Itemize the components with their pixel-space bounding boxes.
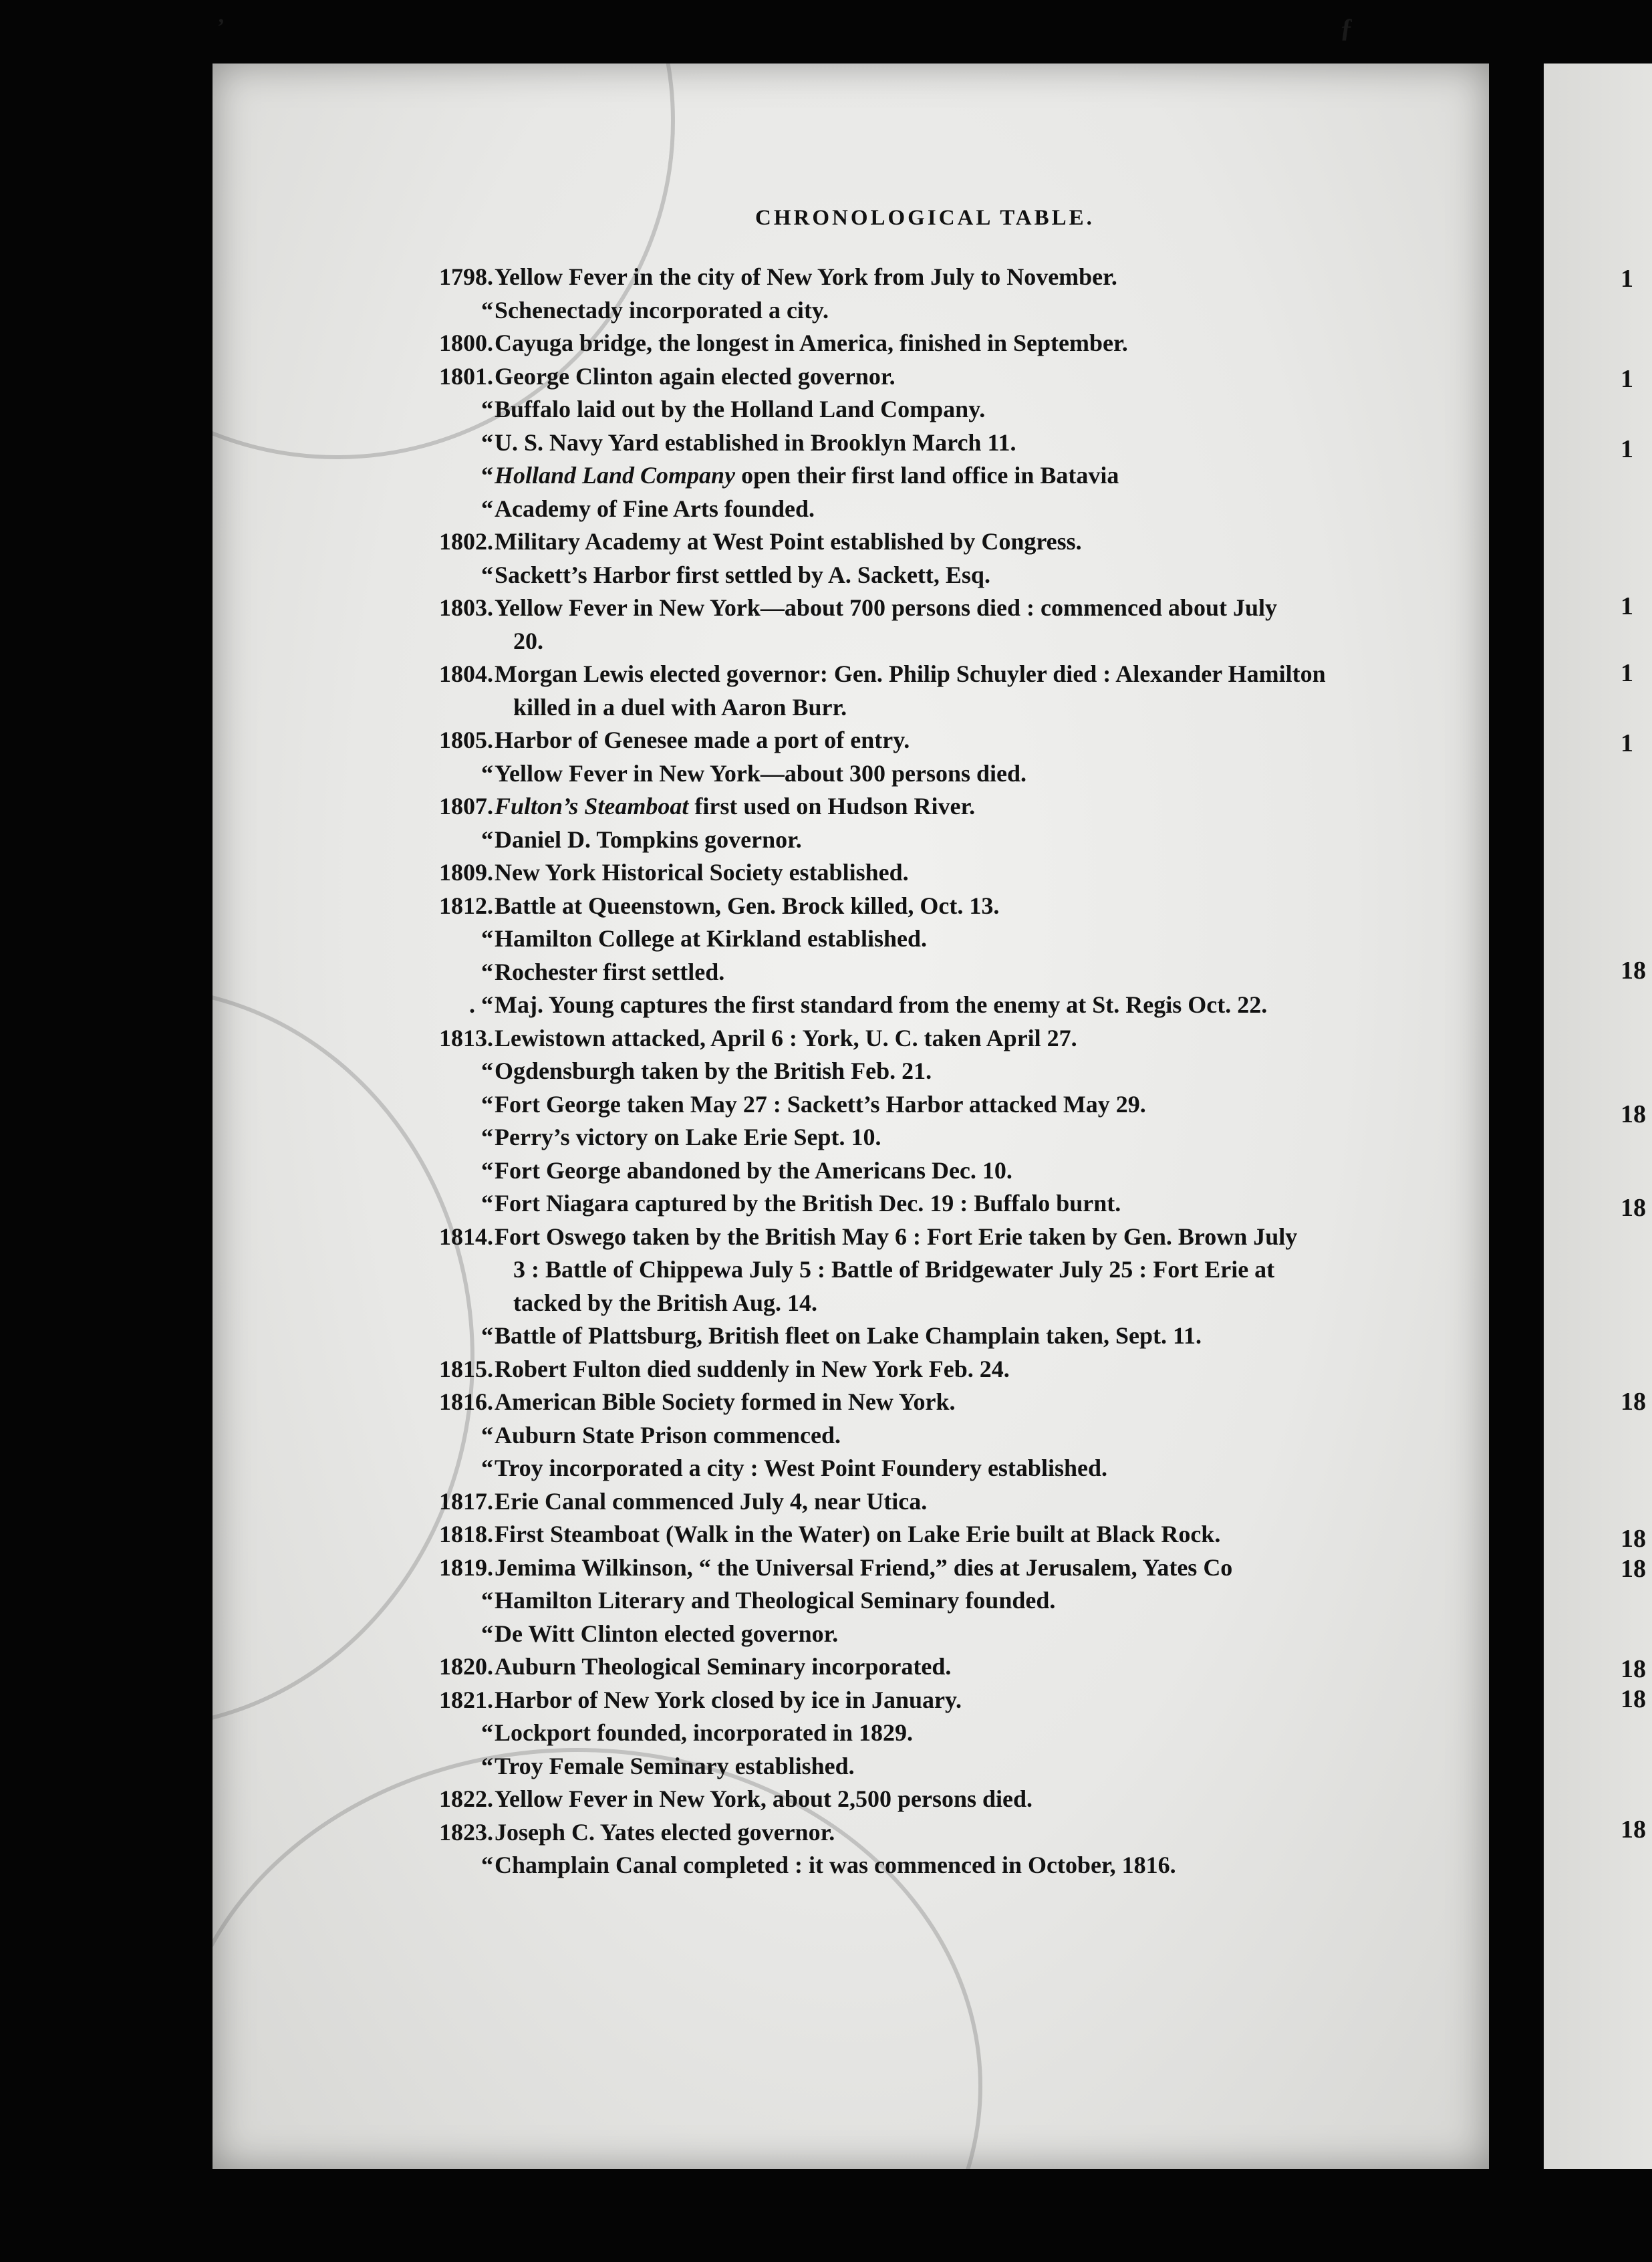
adjacent-year-fragment: 18 bbox=[1621, 1194, 1646, 1222]
entry-main-text: Champlain Canal completed : it was commenced in October, 1816. bbox=[495, 1852, 1176, 1878]
chronology-entry bbox=[414, 1419, 1403, 1453]
entry-year: “ bbox=[481, 826, 493, 853]
entry-main-text: Hamilton Literary and Theological Seminary founded. bbox=[495, 1587, 1056, 1614]
entry-year: 1821. bbox=[439, 1686, 493, 1713]
chronology-entry bbox=[414, 493, 1403, 526]
entry-text bbox=[495, 1750, 1403, 1783]
entry-text bbox=[495, 1154, 1403, 1188]
entry-year: “ bbox=[481, 1852, 493, 1878]
entry-text bbox=[495, 1088, 1403, 1122]
chronology-entry bbox=[414, 1650, 1403, 1684]
chronology-entry bbox=[414, 1849, 1403, 1882]
entry-text bbox=[495, 1518, 1403, 1551]
entry-main-text: Buffalo laid out by the Holland Land Company. bbox=[495, 396, 986, 422]
entry-year: “ bbox=[481, 396, 493, 422]
entry-year: “ bbox=[481, 296, 493, 324]
entry-year: “ bbox=[481, 759, 493, 787]
entry-main-text: American Bible Society formed in New York. bbox=[495, 1388, 956, 1415]
entry-text bbox=[495, 261, 1403, 294]
entry-year: “ bbox=[481, 1719, 493, 1746]
entry-main-text: Lockport founded, incorporated in 1829. bbox=[495, 1719, 914, 1746]
chronology-entry bbox=[414, 360, 1403, 394]
chronology-entry bbox=[414, 1320, 1403, 1353]
chronology-entry bbox=[414, 1121, 1403, 1154]
chronology-list bbox=[414, 261, 1403, 1882]
entry-main-text: Ogdensburgh taken by the British Feb. 21. bbox=[495, 1057, 932, 1084]
entry-year: 1805. bbox=[439, 727, 493, 753]
chronology-entry bbox=[414, 1022, 1403, 1055]
adjacent-year-fragment: 1 bbox=[1621, 265, 1633, 293]
entry-main-text: Troy Female Seminary established. bbox=[495, 1752, 855, 1779]
entry-continuation: killed in a duel with Aaron Burr. bbox=[513, 693, 847, 721]
entry-text bbox=[495, 493, 1403, 526]
adjacent-year-fragment: 18 bbox=[1621, 1655, 1646, 1683]
entry-main-text: Yellow Fever in New York, about 2,500 persons died. bbox=[495, 1785, 1033, 1812]
chronology-entry bbox=[414, 525, 1403, 559]
entry-text bbox=[495, 1584, 1403, 1618]
entry-main-text: Yellow Fever in New York—about 700 persons died : commenced about July bbox=[495, 594, 1277, 621]
chronology-entry bbox=[414, 1221, 1403, 1320]
entry-text bbox=[495, 1452, 1403, 1485]
adjacent-year-fragment: 18 bbox=[1621, 1815, 1646, 1844]
entry-main-text: De Witt Clinton elected governor. bbox=[495, 1620, 839, 1647]
entry-text bbox=[495, 922, 1403, 956]
entry-year: “ bbox=[481, 1124, 493, 1150]
entry-year: 1818. bbox=[439, 1521, 493, 1547]
entry-text bbox=[495, 989, 1403, 1022]
entry-text bbox=[495, 327, 1403, 360]
chronology-entry bbox=[414, 1055, 1403, 1088]
entry-text bbox=[495, 592, 1403, 658]
entry-year: 1803. bbox=[439, 594, 493, 621]
entry-text bbox=[495, 1650, 1403, 1684]
adjacent-year-fragment: 18 bbox=[1621, 1525, 1646, 1553]
chronology-entry bbox=[414, 1485, 1403, 1519]
entry-year: 1817. bbox=[439, 1487, 493, 1515]
entry-text bbox=[495, 525, 1403, 559]
chronology-entry bbox=[414, 1684, 1403, 1717]
entry-year: 1807. bbox=[439, 793, 493, 820]
adjacent-year-fragment: 1 bbox=[1621, 365, 1633, 393]
chronology-entry bbox=[414, 592, 1403, 658]
chronology-entry bbox=[414, 1386, 1403, 1419]
adjacent-year-fragment: 1 bbox=[1621, 592, 1633, 620]
entry-text bbox=[495, 956, 1403, 989]
entry-year: “ bbox=[481, 1587, 493, 1614]
chronology-entry bbox=[414, 559, 1403, 592]
entry-year: “ bbox=[481, 1156, 493, 1184]
chronology-entry bbox=[414, 393, 1403, 426]
chronology-entry bbox=[414, 1518, 1403, 1551]
entry-year: 1804. bbox=[439, 660, 493, 687]
chronology-entry bbox=[414, 1783, 1403, 1816]
entry-main-text: Cayuga bridge, the longest in America, finished in September. bbox=[495, 330, 1128, 356]
corner-mark-right: ƒ bbox=[1340, 13, 1353, 43]
entry-main-text: Auburn Theological Seminary incorporated. bbox=[495, 1653, 952, 1680]
entry-year: 1814. bbox=[439, 1223, 493, 1250]
entry-year: 1802. bbox=[439, 528, 493, 555]
entry-continuation: 3 : Battle of Chippewa July 5 : Battle of Bridgewater July 25 : Fort Erie at bbox=[513, 1256, 1275, 1283]
entry-text bbox=[495, 1419, 1403, 1453]
chronology-entry bbox=[414, 890, 1403, 923]
entry-text bbox=[495, 393, 1403, 426]
chronology-entry bbox=[414, 1717, 1403, 1750]
entry-main-text: Harbor of New York closed by ice in January. bbox=[495, 1686, 962, 1713]
entry-text bbox=[495, 360, 1403, 394]
chronology-entry bbox=[414, 426, 1403, 460]
entry-continuation: 20. bbox=[513, 627, 543, 654]
entry-main-text: Harbor of Genesee made a port of entry. bbox=[495, 727, 910, 753]
entry-text bbox=[495, 790, 1403, 824]
entry-year: 1812. bbox=[439, 892, 493, 919]
entry-text bbox=[495, 1783, 1403, 1816]
entry-year: “ bbox=[481, 1455, 493, 1481]
entry-main-text: Fort Oswego taken by the British May 6 : Fort Erie taken by Gen. Brown July bbox=[495, 1223, 1298, 1250]
entry-text bbox=[495, 1816, 1403, 1850]
entry-text bbox=[495, 658, 1403, 724]
adjacent-year-fragment: 18 bbox=[1621, 1555, 1646, 1583]
entry-main-text: Lewistown attacked, April 6 : York, U. C. taken April 27. bbox=[495, 1024, 1077, 1051]
chronology-entry bbox=[414, 790, 1403, 824]
page-title: CHRONOLOGICAL TABLE. bbox=[755, 206, 1095, 230]
chronology-entry bbox=[414, 1187, 1403, 1221]
entry-main-text: Yellow Fever in New York—about 300 persons died. bbox=[495, 759, 1027, 787]
chronology-entry bbox=[414, 658, 1403, 724]
adjacent-year-fragment: 1 bbox=[1621, 729, 1633, 757]
entry-year: “ bbox=[481, 958, 493, 985]
entry-text bbox=[495, 1618, 1403, 1651]
entry-text bbox=[495, 890, 1403, 923]
entry-main-text: Sackett’s Harbor first settled by A. Sackett, Esq. bbox=[495, 561, 990, 588]
entry-text bbox=[495, 459, 1403, 493]
entry-main-text: Robert Fulton died suddenly in New York Feb. 24. bbox=[495, 1355, 1010, 1382]
entry-text bbox=[495, 1485, 1403, 1519]
entry-main-text: first used on Hudson River. bbox=[688, 793, 976, 820]
chronology-entry bbox=[414, 956, 1403, 989]
entry-main-text: Fort George taken May 27 : Sackett’s Harbor attacked May 29. bbox=[495, 1090, 1146, 1118]
entry-year: “ bbox=[481, 1421, 493, 1449]
corner-mark-left: ʼ bbox=[217, 15, 225, 39]
entry-main-text: Morgan Lewis elected governor: Gen. Philip Schuyler died : Alexander Hamilton bbox=[495, 660, 1326, 687]
entry-text bbox=[495, 1187, 1403, 1221]
entry-year: “ bbox=[481, 495, 493, 522]
adjacent-year-fragment: 1 bbox=[1621, 435, 1633, 463]
chronology-entry bbox=[414, 327, 1403, 360]
entry-main-text: Auburn State Prison commenced. bbox=[495, 1421, 841, 1449]
entry-year: 1822. bbox=[439, 1785, 493, 1812]
entry-text bbox=[495, 724, 1403, 757]
chronology-entry bbox=[414, 1353, 1403, 1386]
entry-main-text: Rochester first settled. bbox=[495, 958, 725, 985]
entry-text bbox=[495, 1022, 1403, 1055]
entry-text bbox=[495, 1320, 1403, 1353]
entry-year: 1798. bbox=[439, 263, 493, 290]
entry-text bbox=[495, 1717, 1403, 1750]
entry-year: 1823. bbox=[439, 1818, 493, 1846]
entry-text bbox=[495, 559, 1403, 592]
entry-year: “ bbox=[481, 1322, 493, 1349]
entry-main-text: First Steamboat (Walk in the Water) on Lake Erie built at Black Rock. bbox=[495, 1521, 1221, 1547]
chronology-entry bbox=[414, 824, 1403, 857]
entry-text bbox=[495, 824, 1403, 857]
entry-year: 1800. bbox=[439, 330, 493, 356]
entry-text bbox=[495, 294, 1403, 328]
entry-main-text: Fort Niagara captured by the British Dec. 19 : Buffalo burnt. bbox=[495, 1190, 1121, 1217]
chronology-entry bbox=[414, 1551, 1403, 1585]
entry-text bbox=[495, 1221, 1403, 1320]
chronology-entry bbox=[414, 1816, 1403, 1850]
entry-year: “ bbox=[481, 462, 493, 489]
entry-main-text: Battle at Queenstown, Gen. Brock killed, Oct. 13. bbox=[495, 892, 1000, 919]
entry-main-text: Academy of Fine Arts founded. bbox=[495, 495, 815, 522]
entry-text bbox=[495, 1551, 1403, 1585]
entry-year: 1820. bbox=[439, 1653, 493, 1680]
chronology-entry bbox=[414, 989, 1403, 1022]
chronology-entry bbox=[414, 856, 1403, 890]
chronology-entry bbox=[414, 1584, 1403, 1618]
entry-year: “ bbox=[481, 1190, 493, 1217]
entry-year: 1819. bbox=[439, 1553, 493, 1581]
entry-year: “ bbox=[481, 428, 493, 456]
entry-main-text: George Clinton again elected governor. bbox=[495, 362, 896, 390]
adjacent-year-fragment: 18 bbox=[1621, 1388, 1646, 1416]
chronology-entry bbox=[414, 1088, 1403, 1122]
chronology-entry bbox=[414, 724, 1403, 757]
entry-year: 1801. bbox=[439, 362, 493, 390]
chronology-entry bbox=[414, 1750, 1403, 1783]
entry-text bbox=[495, 1353, 1403, 1386]
entry-main-text: Jemima Wilkinson, “ the Universal Friend,” dies at Jerusalem, Yates Co bbox=[495, 1553, 1233, 1581]
entry-text bbox=[495, 856, 1403, 890]
entry-italic-text: Fulton’s Steamboat bbox=[495, 793, 689, 820]
chronology-entry bbox=[414, 1618, 1403, 1651]
entry-text bbox=[495, 1386, 1403, 1419]
entry-main-text: Daniel D. Tompkins governor. bbox=[495, 826, 802, 853]
entry-text bbox=[495, 426, 1403, 460]
entry-main-text: Fort George abandoned by the Americans Dec. 10. bbox=[495, 1156, 1012, 1184]
entry-text bbox=[495, 1121, 1403, 1154]
entry-year: “ bbox=[481, 1057, 493, 1084]
chronology-entry bbox=[414, 294, 1403, 328]
entry-year: 1816. bbox=[439, 1388, 493, 1415]
entry-main-text: Battle of Plattsburg, British fleet on Lake Champlain taken, Sept. 11. bbox=[495, 1322, 1202, 1349]
entry-year: 1809. bbox=[439, 859, 493, 886]
entry-text bbox=[495, 1849, 1403, 1882]
entry-main-text: Joseph C. Yates elected governor. bbox=[495, 1818, 835, 1846]
entry-year: 1815. bbox=[439, 1355, 493, 1382]
adjacent-year-fragment: 1 bbox=[1621, 659, 1633, 687]
entry-continuation: tacked by the British Aug. 14. bbox=[513, 1289, 818, 1316]
entry-main-text: Military Academy at West Point established by Congress. bbox=[495, 528, 1082, 555]
chronology-entry bbox=[414, 922, 1403, 956]
entry-italic-text: Holland Land Company bbox=[495, 462, 736, 489]
entry-main-text: open their first land office in Batavia bbox=[735, 462, 1119, 489]
chronology-entry bbox=[414, 1154, 1403, 1188]
entry-main-text: New York Historical Society established. bbox=[495, 859, 909, 886]
entry-year: “ bbox=[481, 1752, 493, 1779]
entry-main-text: Schenectady incorporated a city. bbox=[495, 296, 829, 324]
entry-main-text: Perry’s victory on Lake Erie Sept. 10. bbox=[495, 1124, 881, 1150]
entry-text bbox=[495, 1684, 1403, 1717]
entry-year: “ bbox=[481, 561, 493, 588]
entry-main-text: Troy incorporated a city : West Point Foundery established. bbox=[495, 1455, 1107, 1481]
entry-year: 1813. bbox=[439, 1024, 493, 1051]
entry-text bbox=[495, 757, 1403, 791]
chronology-entry bbox=[414, 459, 1403, 493]
adjacent-year-fragment: 18 bbox=[1621, 957, 1646, 985]
entry-year: “ bbox=[481, 1620, 493, 1647]
entry-year: “ bbox=[481, 925, 493, 952]
chronology-entry bbox=[414, 261, 1403, 294]
entry-main-text: Erie Canal commenced July 4, near Utica. bbox=[495, 1487, 928, 1515]
entry-main-text: Maj. Young captures the first standard from the enemy at St. Regis Oct. 22. bbox=[495, 991, 1268, 1018]
chronology-entry bbox=[414, 1452, 1403, 1485]
entry-main-text: Yellow Fever in the city of New York from July to November. bbox=[495, 263, 1117, 290]
adjacent-year-fragment: 18 bbox=[1621, 1100, 1646, 1128]
chronology-entry bbox=[414, 757, 1403, 791]
entry-year: “ bbox=[481, 1090, 493, 1118]
adjacent-year-fragment: 18 bbox=[1621, 1685, 1646, 1713]
entry-main-text: U. S. Navy Yard established in Brooklyn March 11. bbox=[495, 428, 1016, 456]
entry-main-text: Hamilton College at Kirkland established. bbox=[495, 925, 928, 952]
entry-year: . “ bbox=[469, 991, 493, 1018]
entry-text bbox=[495, 1055, 1403, 1088]
